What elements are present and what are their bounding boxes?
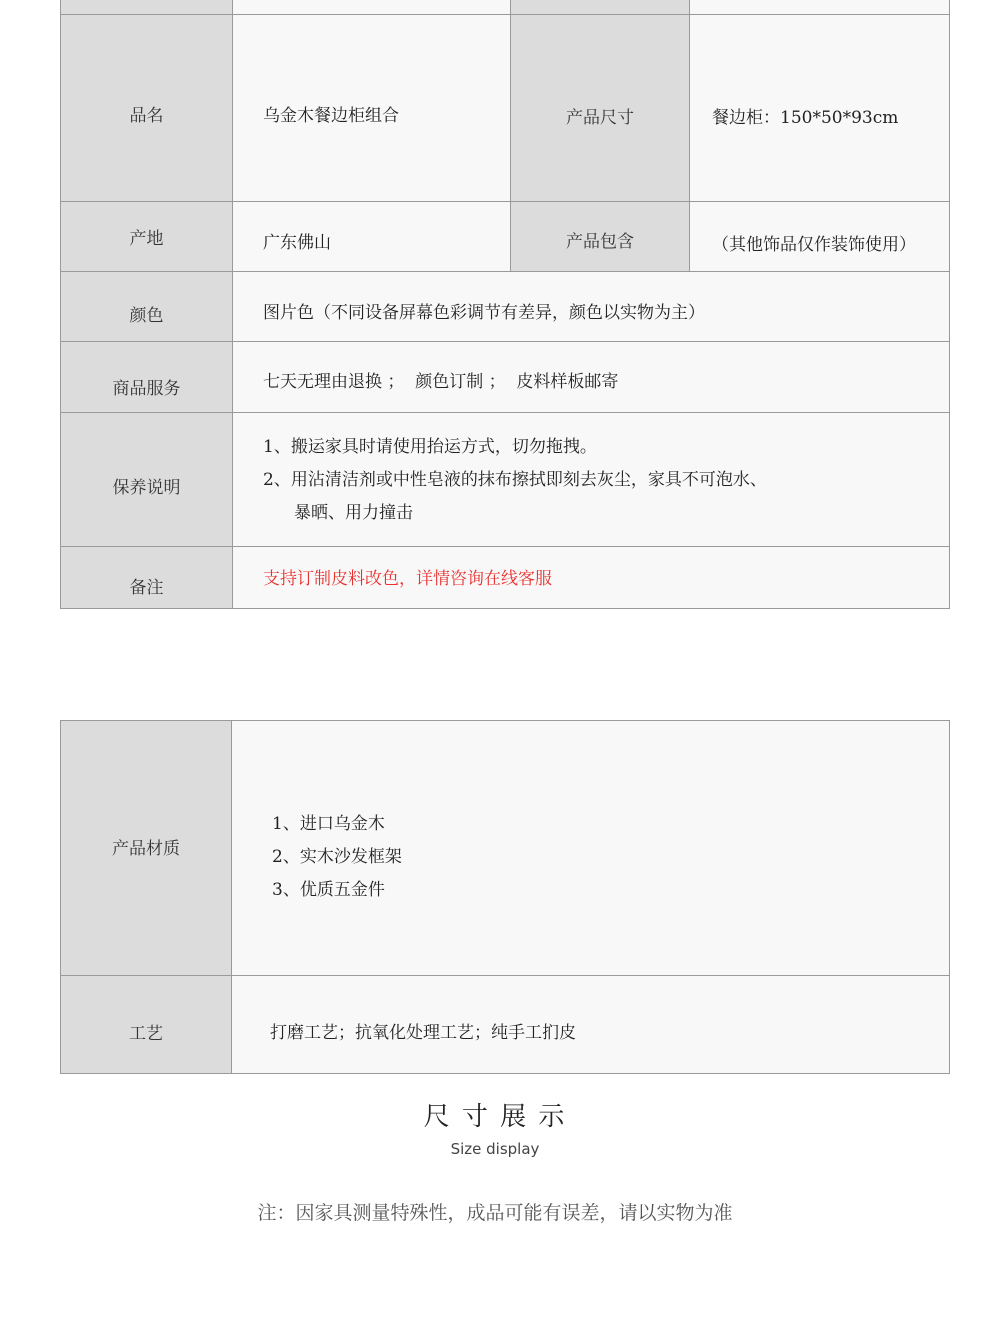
includes-label-cell	[510, 201, 690, 273]
includes-value-cell	[689, 201, 950, 273]
product-size-value-cell	[689, 14, 950, 202]
size-section-subtitle: Size display	[450, 1140, 540, 1158]
label-cell-partial	[60, 0, 233, 15]
color-value-cell	[232, 271, 950, 343]
product-size-label: 产品尺寸	[566, 108, 634, 128]
care-line: 1、搬运家具时请使用抬运方式，切勿拖拽。	[263, 437, 597, 457]
material-label-cell	[60, 720, 232, 976]
includes-value: （其他饰品仅作装饰使用）	[712, 235, 916, 255]
size-section-title: 尺 寸 展 示	[423, 1102, 567, 1132]
care-line: 暴晒、用力撞击	[294, 503, 413, 523]
product-name-label-cell	[60, 14, 233, 202]
origin-value-cell	[232, 201, 511, 273]
origin-value: 广东佛山	[263, 233, 331, 253]
origin-label: 产地	[129, 229, 164, 249]
care-line: 2、用沾清洁剂或中性皂液的抹布擦拭即刻去灰尘，家具不可泡水、	[263, 470, 767, 490]
care-label: 保养说明	[112, 478, 181, 498]
product-name-value: 乌金木餐边柜组合	[263, 106, 399, 126]
material-list	[272, 808, 402, 907]
craft-label: 工艺	[129, 1024, 163, 1044]
product-name-label: 品名	[129, 106, 164, 126]
material-label: 产品材质	[112, 839, 180, 859]
origin-label-cell	[60, 201, 233, 273]
color-value: 图片色（不同设备屏幕色彩调节有差异，颜色以实物为主）	[263, 303, 705, 323]
product-size-label-cell	[510, 14, 690, 202]
note-label: 备注	[129, 578, 164, 598]
material-value-cell	[231, 720, 950, 976]
craft-value: 打磨工艺；抗氧化处理工艺；纯手工扪皮	[270, 1023, 576, 1043]
material-item: 1、进口乌金木	[272, 814, 385, 834]
craft-label-cell	[60, 975, 232, 1074]
service-label-cell	[60, 341, 233, 414]
note-value: 支持订制皮料改色，详情咨询在线客服	[263, 569, 552, 589]
craft-value-cell	[231, 975, 950, 1074]
value-cell-partial	[689, 0, 950, 15]
material-item: 3、优质五金件	[272, 880, 385, 900]
service-label: 商品服务	[112, 379, 181, 399]
size-section-note: 注：因家具测量特殊性，成品可能有误差，请以实物为准	[257, 1202, 733, 1224]
product-name-value-cell	[232, 14, 511, 202]
service-value-cell	[232, 341, 950, 414]
value-cell-partial	[232, 0, 511, 15]
includes-label: 产品包含	[566, 232, 634, 252]
material-item: 2、实木沙发框架	[272, 847, 402, 867]
color-label: 颜色	[129, 306, 164, 326]
care-value-cell	[232, 412, 950, 548]
label-cell-partial	[510, 0, 690, 15]
care-label-cell	[60, 412, 233, 548]
note-value-cell	[232, 546, 950, 609]
care-instructions	[263, 431, 767, 530]
product-size-value: 餐边柜：150*50*93cm	[712, 108, 899, 128]
color-label-cell	[60, 271, 233, 343]
note-label-cell	[60, 546, 233, 609]
service-value: 七天无理由退换 ； 颜色订制 ； 皮料样板邮寄	[263, 372, 619, 392]
